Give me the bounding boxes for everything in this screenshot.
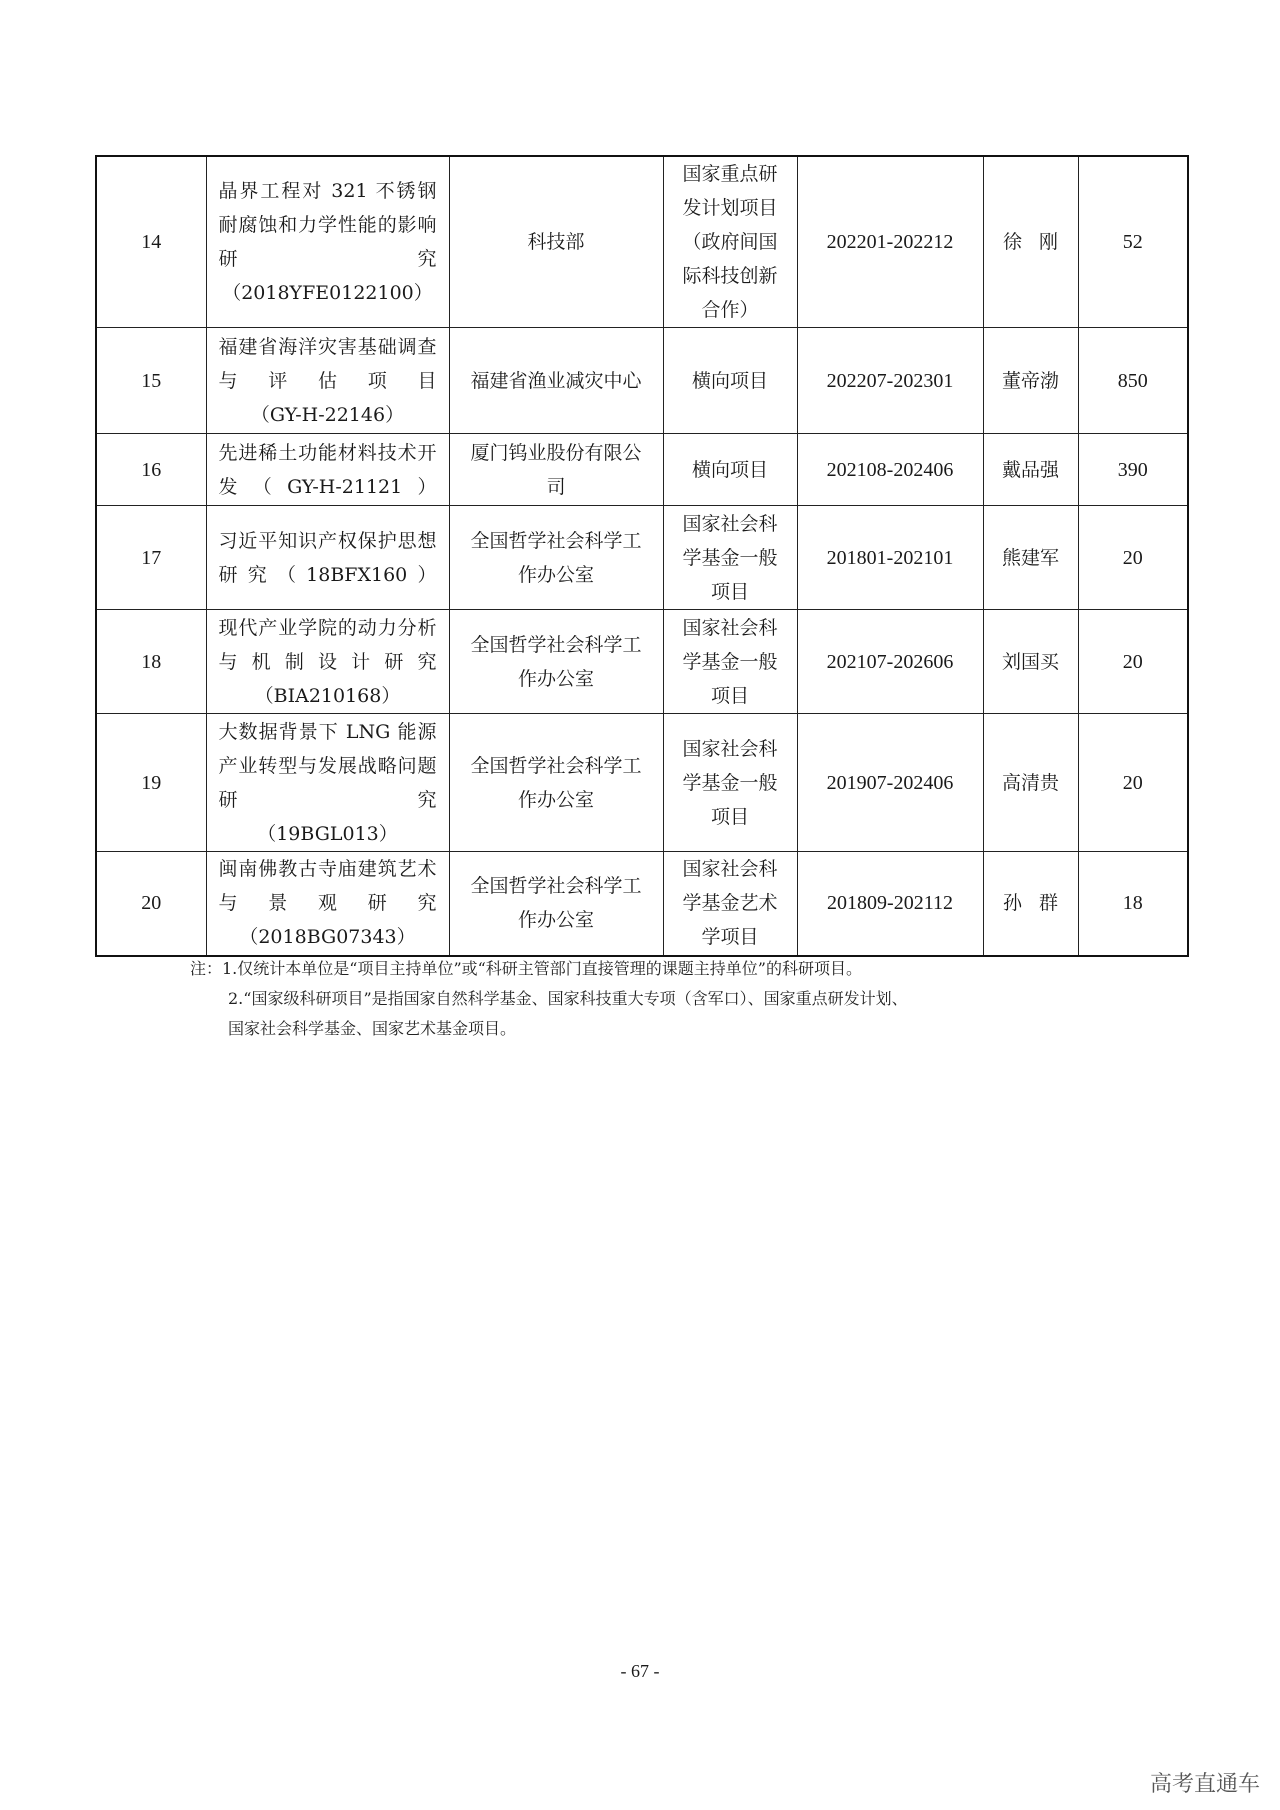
project-leader: 高清贵 bbox=[983, 714, 1078, 852]
row-number: 18 bbox=[96, 610, 206, 714]
project-name: 先进稀土功能材料技术开发（GY-H-21121） bbox=[206, 434, 449, 506]
row-number: 17 bbox=[96, 506, 206, 610]
footnote-2: 2.“国家级科研项目”是指国家自然科学基金、国家科技重大专项（含军口）、国家重点研发计划、 bbox=[228, 989, 908, 1008]
project-funding: 20 bbox=[1078, 506, 1188, 610]
row-number: 19 bbox=[96, 714, 206, 852]
row-number: 14 bbox=[96, 156, 206, 328]
project-period: 202108-202406 bbox=[797, 434, 983, 506]
project-name: 晶界工程对 321 不锈钢耐腐蚀和力学性能的影响研究 （2018YFE0122100） bbox=[206, 156, 449, 328]
project-name: 习近平知识产权保护思想研究（18BFX160） bbox=[206, 506, 449, 610]
project-period: 202107-202606 bbox=[797, 610, 983, 714]
project-type: 国家社会科学基金一般项目 bbox=[663, 714, 797, 852]
project-leader: 戴品强 bbox=[983, 434, 1078, 506]
project-funding: 850 bbox=[1078, 328, 1188, 434]
project-name: 福建省海洋灾害基础调查与评估项目 （GY-H-22146） bbox=[206, 328, 449, 434]
project-leader: 孙群 bbox=[983, 852, 1078, 956]
project-source-unit: 全国哲学社会科学工作办公室 bbox=[449, 506, 663, 610]
table-row bbox=[96, 434, 1188, 506]
project-source-unit: 全国哲学社会科学工作办公室 bbox=[449, 714, 663, 852]
table-row bbox=[96, 714, 1188, 852]
project-period: 201801-202101 bbox=[797, 506, 983, 610]
project-funding: 390 bbox=[1078, 434, 1188, 506]
project-type: 国家社会科学基金一般项目 bbox=[663, 610, 797, 714]
project-funding: 18 bbox=[1078, 852, 1188, 956]
table-row bbox=[96, 506, 1188, 610]
project-source-unit: 厦门钨业股份有限公司 bbox=[449, 434, 663, 506]
project-funding: 20 bbox=[1078, 714, 1188, 852]
project-name: 现代产业学院的动力分析与机制设计研究 （BIA210168） bbox=[206, 610, 449, 714]
project-source-unit: 全国哲学社会科学工作办公室 bbox=[449, 610, 663, 714]
table-row bbox=[96, 852, 1188, 956]
project-source-unit: 科技部 bbox=[449, 156, 663, 328]
project-period: 202201-202212 bbox=[797, 156, 983, 328]
project-type: 横向项目 bbox=[663, 434, 797, 506]
footnote-2-continued: 国家社会科学基金、国家艺术基金项目。 bbox=[228, 1019, 517, 1038]
watermark: 高考直通车 bbox=[1149, 1772, 1260, 1797]
table-row bbox=[96, 328, 1188, 434]
research-projects-table bbox=[95, 155, 1189, 957]
project-leader: 董帝渤 bbox=[983, 328, 1078, 434]
project-name: 大数据背景下 LNG 能源产业转型与发展战略问题研究 （19BGL013） bbox=[206, 714, 449, 852]
project-source-unit: 全国哲学社会科学工作办公室 bbox=[449, 852, 663, 956]
row-number: 15 bbox=[96, 328, 206, 434]
project-period: 202207-202301 bbox=[797, 328, 983, 434]
page-number: - 67 - bbox=[620, 1661, 660, 1681]
project-name: 闽南佛教古寺庙建筑艺术与景观研究 （2018BG07343） bbox=[206, 852, 449, 956]
project-type: 国家社会科学基金艺术学项目 bbox=[663, 852, 797, 956]
project-leader: 熊建军 bbox=[983, 506, 1078, 610]
row-number: 20 bbox=[96, 852, 206, 956]
table-footnotes bbox=[190, 954, 1150, 1044]
project-period: 201809-202112 bbox=[797, 852, 983, 956]
project-leader: 徐刚 bbox=[983, 156, 1078, 328]
table-row bbox=[96, 156, 1188, 328]
project-funding: 52 bbox=[1078, 156, 1188, 328]
row-number: 16 bbox=[96, 434, 206, 506]
project-period: 201907-202406 bbox=[797, 714, 983, 852]
project-source-unit: 福建省渔业减灾中心 bbox=[449, 328, 663, 434]
project-type: 国家社会科学基金一般项目 bbox=[663, 506, 797, 610]
footnote-1: 注：1.仅统计本单位是“项目主持单位”或“科研主管部门直接管理的课题主持单位”的科研项目。 bbox=[190, 959, 862, 978]
table-row bbox=[96, 610, 1188, 714]
project-funding: 20 bbox=[1078, 610, 1188, 714]
project-leader: 刘国买 bbox=[983, 610, 1078, 714]
project-type: 国家重点研发计划项目（政府间国际科技创新合作） bbox=[663, 156, 797, 328]
project-type: 横向项目 bbox=[663, 328, 797, 434]
